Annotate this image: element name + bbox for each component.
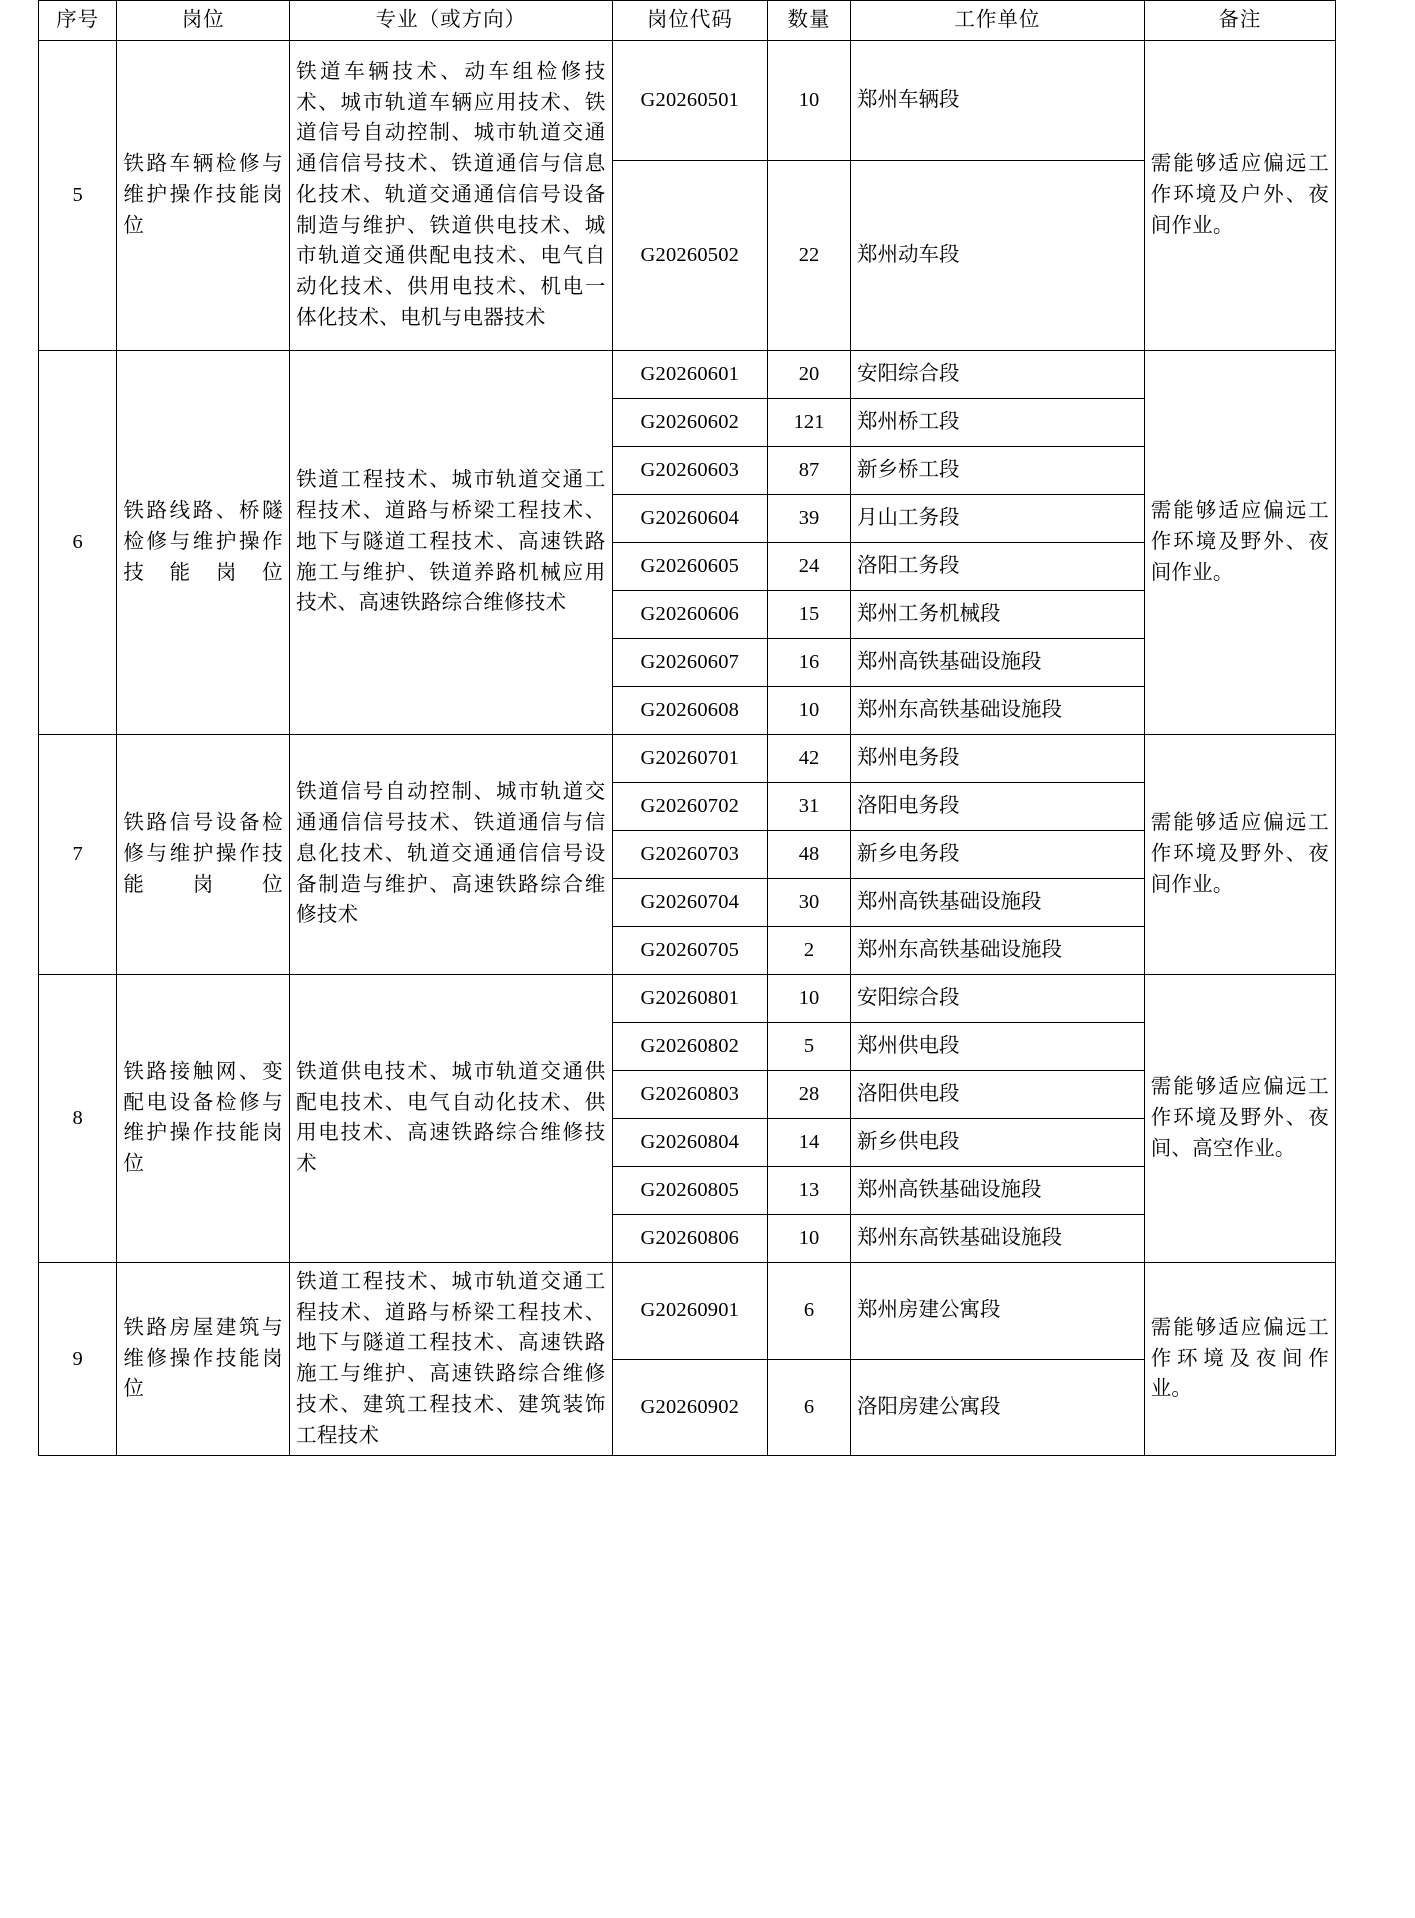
column-header-major: 专业（或方向） (290, 1, 613, 41)
cell-sequence: 9 (39, 1262, 117, 1456)
table-body (39, 40, 1336, 1456)
cell-quantity: 10 (768, 974, 851, 1022)
table-head (39, 1, 1336, 41)
cell-work-unit: 郑州动车段 (851, 160, 1145, 350)
cell-post: 铁路线路、桥隧检修与维护操作技能岗位 (117, 350, 290, 734)
cell-work-unit: 郑州高铁基础设施段 (851, 638, 1145, 686)
cell-job-code: G20260801 (612, 974, 768, 1022)
cell-work-unit: 洛阳房建公寓段 (851, 1359, 1145, 1456)
cell-sequence: 7 (39, 734, 117, 974)
cell-quantity: 39 (768, 494, 851, 542)
cell-work-unit: 新乡电务段 (851, 830, 1145, 878)
table-row (39, 1262, 1336, 1359)
cell-quantity: 6 (768, 1262, 851, 1359)
cell-note: 需能够适应偏远工作环境及夜间作业。 (1144, 1262, 1335, 1456)
cell-work-unit: 郑州工务机械段 (851, 590, 1145, 638)
cell-note: 需能够适应偏远工作环境及户外、夜间作业。 (1144, 40, 1335, 350)
cell-major: 铁道信号自动控制、城市轨道交通通信信号技术、铁道通信与信息化技术、轨道交通通信信号设备制造与维护、高速铁路综合维修技术 (290, 734, 613, 974)
cell-quantity: 15 (768, 590, 851, 638)
cell-job-code: G20260607 (612, 638, 768, 686)
cell-job-code: G20260902 (612, 1359, 768, 1456)
cell-quantity: 31 (768, 782, 851, 830)
cell-quantity: 22 (768, 160, 851, 350)
cell-work-unit: 安阳综合段 (851, 350, 1145, 398)
table-row (39, 40, 1336, 160)
cell-post: 铁路房屋建筑与维修操作技能岗位 (117, 1262, 290, 1456)
cell-quantity: 48 (768, 830, 851, 878)
column-header-seq: 序号 (39, 1, 117, 41)
cell-work-unit: 郑州供电段 (851, 1022, 1145, 1070)
cell-note: 需能够适应偏远工作环境及野外、夜间作业。 (1144, 734, 1335, 974)
cell-work-unit: 月山工务段 (851, 494, 1145, 542)
cell-job-code: G20260703 (612, 830, 768, 878)
cell-quantity: 42 (768, 734, 851, 782)
cell-work-unit: 洛阳工务段 (851, 542, 1145, 590)
cell-job-code: G20260806 (612, 1214, 768, 1262)
cell-job-code: G20260804 (612, 1118, 768, 1166)
cell-job-code: G20260805 (612, 1166, 768, 1214)
cell-job-code: G20260701 (612, 734, 768, 782)
cell-job-code: G20260606 (612, 590, 768, 638)
cell-quantity: 2 (768, 926, 851, 974)
cell-post: 铁路接触网、变配电设备检修与维护操作技能岗位 (117, 974, 290, 1262)
cell-job-code: G20260803 (612, 1070, 768, 1118)
cell-job-code: G20260704 (612, 878, 768, 926)
cell-job-code: G20260605 (612, 542, 768, 590)
column-header-number: 数量 (768, 1, 851, 41)
cell-major: 铁道供电技术、城市轨道交通供配电技术、电气自动化技术、供用电技术、高速铁路综合维修技术 (290, 974, 613, 1262)
cell-quantity: 121 (768, 398, 851, 446)
cell-work-unit: 安阳综合段 (851, 974, 1145, 1022)
cell-work-unit: 郑州桥工段 (851, 398, 1145, 446)
table-row (39, 734, 1336, 782)
cell-sequence: 5 (39, 40, 117, 350)
cell-major: 铁道工程技术、城市轨道交通工程技术、道路与桥梁工程技术、地下与隧道工程技术、高速铁路施工与维护、铁道养路机械应用技术、高速铁路综合维修技术 (290, 350, 613, 734)
cell-job-code: G20260901 (612, 1262, 768, 1359)
cell-job-code: G20260604 (612, 494, 768, 542)
column-header-unit: 工作单位 (851, 1, 1145, 41)
cell-quantity: 14 (768, 1118, 851, 1166)
cell-work-unit: 新乡供电段 (851, 1118, 1145, 1166)
cell-work-unit: 郑州车辆段 (851, 40, 1145, 160)
cell-post: 铁路信号设备检修与维护操作技能岗位 (117, 734, 290, 974)
cell-quantity: 10 (768, 1214, 851, 1262)
cell-work-unit: 郑州高铁基础设施段 (851, 878, 1145, 926)
column-header-note: 备注 (1144, 1, 1335, 41)
cell-post: 铁路车辆检修与维护操作技能岗位 (117, 40, 290, 350)
cell-job-code: G20260603 (612, 446, 768, 494)
cell-job-code: G20260501 (612, 40, 768, 160)
cell-note: 需能够适应偏远工作环境及野外、夜间、高空作业。 (1144, 974, 1335, 1262)
cell-job-code: G20260502 (612, 160, 768, 350)
table-header-row (39, 1, 1336, 41)
cell-job-code: G20260608 (612, 686, 768, 734)
cell-quantity: 6 (768, 1359, 851, 1456)
cell-job-code: G20260602 (612, 398, 768, 446)
cell-quantity: 10 (768, 686, 851, 734)
cell-major: 铁道车辆技术、动车组检修技术、城市轨道车辆应用技术、铁道信号自动控制、城市轨道交通通信信号技术、铁道通信与信息化技术、轨道交通通信信号设备制造与维护、铁道供电技术、城市轨道交通供配电技术、电气自动化技术、供用电技术、机电一体化技术、电机与电器技术 (290, 40, 613, 350)
cell-job-code: G20260802 (612, 1022, 768, 1070)
cell-quantity: 30 (768, 878, 851, 926)
cell-quantity: 5 (768, 1022, 851, 1070)
cell-work-unit: 郑州东高铁基础设施段 (851, 1214, 1145, 1262)
cell-sequence: 6 (39, 350, 117, 734)
cell-quantity: 87 (768, 446, 851, 494)
cell-quantity: 28 (768, 1070, 851, 1118)
cell-quantity: 20 (768, 350, 851, 398)
cell-note: 需能够适应偏远工作环境及野外、夜间作业。 (1144, 350, 1335, 734)
column-header-code: 岗位代码 (612, 1, 768, 41)
cell-quantity: 13 (768, 1166, 851, 1214)
cell-work-unit: 郑州房建公寓段 (851, 1262, 1145, 1359)
recruitment-table (38, 0, 1336, 1456)
cell-quantity: 16 (768, 638, 851, 686)
cell-sequence: 8 (39, 974, 117, 1262)
cell-work-unit: 郑州东高铁基础设施段 (851, 686, 1145, 734)
cell-work-unit: 郑州电务段 (851, 734, 1145, 782)
cell-job-code: G20260601 (612, 350, 768, 398)
cell-job-code: G20260702 (612, 782, 768, 830)
cell-job-code: G20260705 (612, 926, 768, 974)
cell-quantity: 24 (768, 542, 851, 590)
table-row (39, 974, 1336, 1022)
cell-work-unit: 新乡桥工段 (851, 446, 1145, 494)
table-row (39, 350, 1336, 398)
cell-work-unit: 郑州东高铁基础设施段 (851, 926, 1145, 974)
cell-work-unit: 郑州高铁基础设施段 (851, 1166, 1145, 1214)
column-header-post: 岗位 (117, 1, 290, 41)
cell-major: 铁道工程技术、城市轨道交通工程技术、道路与桥梁工程技术、地下与隧道工程技术、高速铁路施工与维护、高速铁路综合维修技术、建筑工程技术、建筑装饰工程技术 (290, 1262, 613, 1456)
cell-work-unit: 洛阳电务段 (851, 782, 1145, 830)
cell-quantity: 10 (768, 40, 851, 160)
cell-work-unit: 洛阳供电段 (851, 1070, 1145, 1118)
